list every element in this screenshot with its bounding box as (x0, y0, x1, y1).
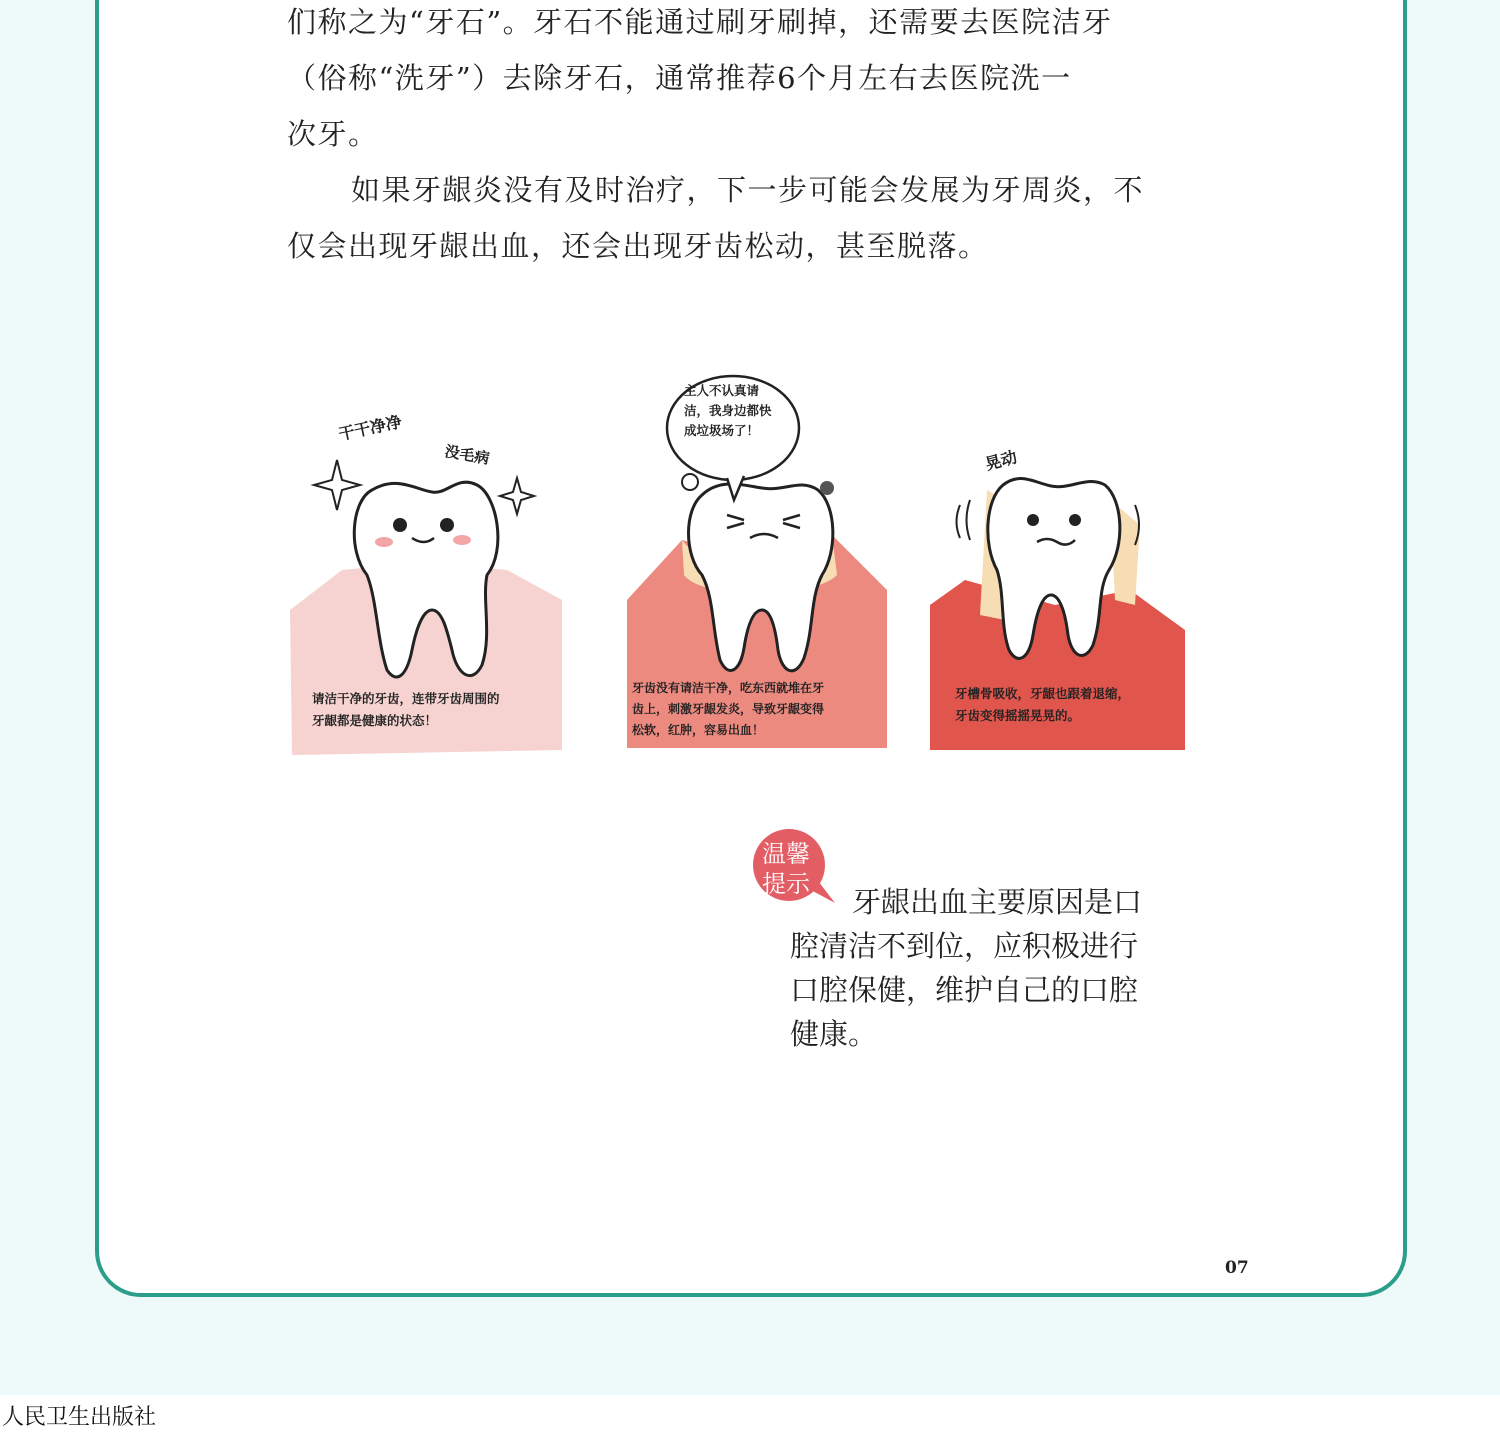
caption-line: 牙槽骨吸收，牙龈也跟着退缩， (955, 686, 1131, 701)
paragraph-line: 如果牙龈炎没有及时治疗，下一步可能会发展为牙周炎，不 (351, 173, 1145, 207)
tip-badge-line: 提示 (762, 870, 810, 898)
receded-gum-shape (930, 580, 1185, 750)
paragraph-calculus (287, 0, 1187, 162)
tip-line: 口腔保健，维护自己的口腔 (790, 973, 1139, 1007)
paragraph-line: 们称之为“牙石”。牙石不能通过刷牙刷掉，还需要去医院洁牙 (287, 5, 1113, 39)
bubble-line: 成垃圾场了！ (684, 423, 760, 438)
bubble-line: 主人不认真请 (684, 383, 760, 398)
paragraph-periodontitis (287, 162, 1187, 274)
label-wobble: 晃动 (983, 447, 1019, 474)
caption-line: 牙齿变得摇摇晃晃的。 (955, 708, 1081, 723)
germ-icon (682, 474, 698, 490)
germ-icon (820, 481, 834, 495)
tooth-eye (440, 518, 454, 532)
tooth-eye (1027, 514, 1039, 526)
sparkle-icon (500, 478, 534, 514)
caption-line: 牙齿没有请洁干净，吃东西就堆在牙 (632, 681, 825, 695)
paragraph-line: 次牙。 (287, 117, 379, 151)
caption-line: 牙龈都是健康的状态！ (312, 713, 438, 728)
tooth-eye (393, 518, 407, 532)
paragraph-line: 仅会出现牙龈出血，还会出现牙齿松动，甚至脱落。 (287, 229, 989, 263)
tip-line: 腔清洁不到位，应积极进行 (790, 929, 1139, 963)
gingivitis-tooth-illustration (622, 360, 892, 755)
label-no-problem: 没毛病 (443, 442, 491, 468)
shake-lines-icon (957, 500, 971, 540)
tooth-blush (375, 537, 393, 547)
tip-text (790, 880, 1190, 1056)
caption-line: 齿上，刺激牙龈发炎，导致牙龈变得 (632, 702, 825, 716)
tooth-blush (453, 535, 471, 545)
periodontitis-tooth-illustration (925, 430, 1190, 755)
caption-line: 请洁干净的牙齿，连带牙齿周围的 (312, 691, 500, 706)
page-number: 07 (1225, 1258, 1249, 1278)
publisher-caption: 人民卫生出版社 (2, 1405, 157, 1430)
label-clean: 干干净净 (336, 412, 404, 444)
tip-line: 健康。 (790, 1017, 878, 1051)
bubble-line: 洁，我身边都快 (684, 403, 772, 418)
tooth-eye (1069, 514, 1081, 526)
healthy-tooth-illustration (282, 400, 572, 760)
caption-line: 松软，红肿，容易出血！ (632, 723, 765, 737)
sparkle-icon (314, 460, 360, 510)
tip-badge-line: 温馨 (762, 840, 810, 868)
paragraph-line: （俗称“洗牙”）去除牙石，通常推荐6个月左右去医院洗一 (287, 61, 1072, 95)
tip-line: 牙龈出血主要原因是口 (852, 885, 1143, 919)
